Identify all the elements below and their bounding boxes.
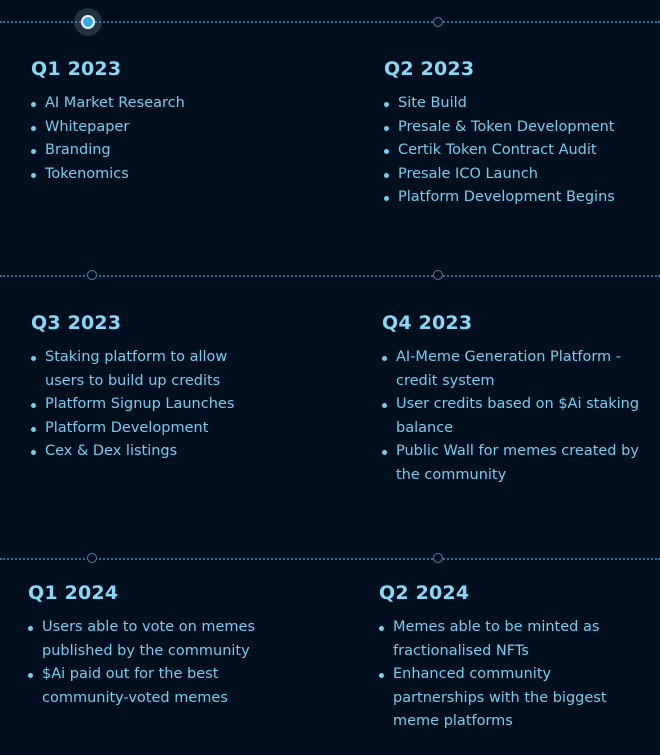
list-item: Certik Token Contract Audit [384,139,654,163]
list-item: Memes able to be minted as fractionalised NFTs [379,616,624,663]
list-item: Site Build [384,92,654,116]
list-item: Staking platform to allow users to build up credits [31,346,261,393]
quarter-q2-2023 [384,58,654,210]
list-item: Tokenomics [31,163,261,187]
quarter-title: Q2 2024 [379,582,470,604]
timeline-node-q2-2023[interactable] [433,17,443,27]
quarter-title: Q2 2023 [384,58,475,80]
timeline-node-q1-2024[interactable] [87,553,97,563]
list-item: Public Wall for memes created by the community [382,440,642,487]
list-item: Users able to vote on memes published by the community [28,616,273,663]
timeline-node-q1-2023[interactable] [81,15,95,29]
timeline-line-3 [0,558,660,560]
timeline-node-q2-2024[interactable] [433,553,443,563]
milestone-list [382,346,642,487]
milestone-list [384,92,654,210]
list-item: Enhanced community partnerships with the biggest meme platforms [379,663,624,734]
list-item: AI Market Research [31,92,261,116]
timeline-node-q4-2023[interactable] [433,270,443,280]
list-item: Whitepaper [31,116,261,140]
list-item: Branding [31,139,261,163]
milestone-list [379,616,624,734]
quarter-title: Q3 2023 [31,312,122,334]
quarter-q1-2023 [31,58,261,186]
list-item: Platform Development Begins [384,186,654,210]
milestone-list [31,346,261,464]
quarter-title: Q1 2023 [31,58,122,80]
timeline-line-1 [0,21,660,23]
quarter-q1-2024 [28,582,273,710]
quarter-q3-2023 [31,312,261,464]
milestone-list [28,616,273,710]
quarter-title: Q1 2024 [28,582,119,604]
list-item: AI-Meme Generation Platform - credit system [382,346,642,393]
list-item: Platform Signup Launches [31,393,261,417]
milestone-list [31,92,261,186]
list-item: Presale ICO Launch [384,163,654,187]
list-item: User credits based on $Ai staking balance [382,393,642,440]
quarter-title: Q4 2023 [382,312,473,334]
quarter-q2-2024 [379,582,624,734]
timeline-node-q3-2023[interactable] [87,270,97,280]
timeline-line-2 [0,275,660,277]
list-item: Cex & Dex listings [31,440,261,464]
quarter-q4-2023 [382,312,642,487]
list-item: Platform Development [31,417,261,441]
list-item: Presale & Token Development [384,116,654,140]
list-item: $Ai paid out for the best community-voted memes [28,663,273,710]
